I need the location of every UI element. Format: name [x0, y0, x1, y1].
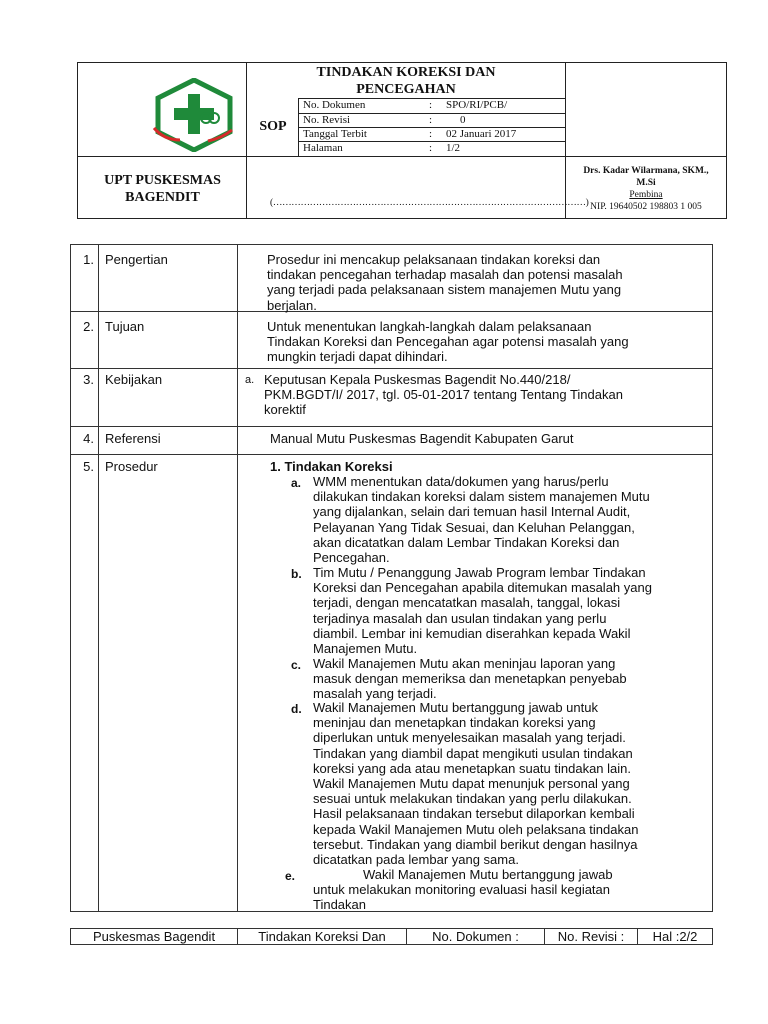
- meta-key: Tanggal Terbit: [303, 128, 367, 140]
- text-line: terjadinya masalah dan usulan tindakan yang perlu: [313, 610, 607, 626]
- meta-row-revision: [303, 113, 563, 128]
- org-line: UPT PUSKESMAS: [104, 173, 221, 188]
- procedure-item-a: [313, 474, 704, 565]
- meta-value: SPO/RI/PCB/: [446, 99, 508, 111]
- text-line: tersebut. Tindakan yang diambil berikut dengan hasilnya: [313, 836, 638, 852]
- text-line: meninjau dan menetapkan tindakan koreksi yang: [313, 715, 596, 731]
- text-line: Keputusan Kepala Puskesmas Bagendit No.440/218/: [264, 372, 571, 387]
- meta-value: 02 Januari 2017: [446, 128, 517, 140]
- text-line: dicatatkan pada lembar yang sama.: [313, 852, 519, 868]
- row-number: 4.: [83, 431, 94, 446]
- policy-marker: a.: [245, 374, 255, 386]
- row-number: 3.: [83, 372, 94, 387]
- table-row-line: [71, 454, 712, 455]
- title-line: TINDAKAN KOREKSI DAN: [316, 65, 496, 80]
- sop-label: SOP: [259, 119, 287, 134]
- org-line: BAGENDIT: [125, 190, 200, 205]
- row-number: 5.: [83, 459, 94, 474]
- signer-name: Drs. Kadar Wilarmana, SKM.,: [583, 166, 709, 176]
- text-line: Hasil pelaksanaan tindakan tersebut dilaporkan kembali: [313, 806, 635, 822]
- text-line: mungkin terjadi dapat dihindari.: [267, 349, 448, 365]
- row-label: Tujuan: [105, 319, 145, 334]
- procedure-item-e: [313, 867, 704, 913]
- item-marker: a.: [291, 476, 302, 490]
- row-label: Kebijakan: [105, 372, 163, 387]
- item-marker: e.: [285, 869, 296, 883]
- text-line: diambil. Lembar ini kemudian diserahkan kepada Wakil: [313, 625, 631, 641]
- text-line: yang dijalankan, selain dari temuan hasil Internal Audit,: [313, 504, 631, 520]
- meta-row-issue-date: [303, 127, 563, 142]
- text-line: Tindakan Koreksi dan Pencegahan agar potensi masalah yang: [267, 334, 629, 350]
- header-divider: [246, 63, 247, 218]
- text-line: masalah yang terjadi.: [313, 686, 437, 702]
- text-line: Pelayanan Yang Tidak Sesuai, dan Keluhan Pelanggan,: [313, 519, 635, 535]
- signer-rank: Pembina: [629, 190, 663, 200]
- meta-row-page: [303, 141, 563, 156]
- meta-value: 1/2: [446, 142, 461, 154]
- text-line: Wakil Manajemen Mutu bertanggung jawab: [363, 867, 613, 882]
- text-line: Koreksi dan Pencegahan apabila ditemukan masalah yang: [313, 580, 652, 596]
- table-row-line: [71, 426, 712, 427]
- organization-name: [80, 172, 245, 206]
- procedure-item-c: [313, 656, 704, 702]
- text-line: terjadi, dengan mencatatkan masalah, tanggal, lokasi: [313, 595, 621, 611]
- procedure-heading: 1. Tindakan Koreksi: [270, 459, 393, 474]
- text-line: PKM.BGDT/I/ 2017, tgl. 05-01-2017 tentang Tentang Tindakan: [264, 387, 623, 403]
- meta-sep: :: [429, 114, 433, 126]
- signer-block: [566, 165, 726, 213]
- item-marker: b.: [291, 567, 302, 581]
- item-marker: c.: [291, 658, 302, 672]
- footer-revision: No. Revisi :: [557, 929, 625, 944]
- text-line: diperlukan untuk menyelesaikan masalah yang terjadi.: [313, 730, 626, 746]
- table-row-line: [71, 368, 712, 369]
- text-line: koreksi yang ada atau menetapkan suatu tindakan lain.: [313, 760, 631, 776]
- signer-nip: NIP. 19640502 198803 1 005: [590, 202, 702, 212]
- text-line: Pencegahan.: [313, 550, 390, 566]
- text-line: korektif: [264, 402, 306, 418]
- row-label: Referensi: [105, 431, 161, 446]
- meta-key: No. Revisi: [303, 114, 351, 126]
- text-line: Wakil Manajemen Mutu bertanggung jawab untuk: [313, 700, 598, 715]
- row-number: 2.: [83, 319, 94, 334]
- purpose-text: [267, 319, 704, 365]
- row-label: Pengertian: [105, 252, 168, 267]
- footer-title: Tindakan Koreksi Dan: [258, 929, 386, 944]
- title-line: PENCEGAHAN: [356, 82, 456, 97]
- reference-text: Manual Mutu Puskesmas Bagendit Kabupaten Garut: [270, 431, 574, 446]
- footer-page: Hal :2/2: [652, 929, 698, 944]
- row-label: Prosedur: [105, 459, 158, 474]
- table-column-line: [237, 245, 238, 911]
- policy-text: [264, 372, 704, 418]
- meta-key: No. Dokumen: [303, 99, 366, 111]
- text-line: berjalan.: [267, 297, 317, 313]
- signer-degree: M.Si: [636, 178, 656, 188]
- table-column-line: [98, 245, 99, 911]
- text-line: masuk dengan memeriksa dan menetapkan penyebab: [313, 671, 627, 687]
- definition-text: [267, 252, 704, 313]
- text-line: sesuai untuk melakukan tindakan yang perlu dilakukan.: [313, 791, 632, 807]
- text-line: Wakil Manajemen Mutu dapat menunjuk personal yang: [313, 776, 630, 792]
- puskesmas-logo: [150, 78, 238, 152]
- text-line: Wakil Manajemen Mutu akan meninjau laporan yang: [313, 656, 616, 671]
- text-line: Tim Mutu / Penanggung Jawab Program lembar Tindakan: [313, 565, 646, 580]
- text-line: dilakukan tindakan koreksi dalam sistem manajemen Mutu: [313, 489, 650, 505]
- signature-placeholder: (…………………………………………………………………………………………): [270, 198, 589, 208]
- text-line: kepada Wakil Manajemen Mutu oleh pelaksana tindakan: [313, 821, 639, 837]
- document-footer: [70, 928, 713, 945]
- procedure-item-d: [313, 700, 704, 867]
- row-number: 1.: [83, 252, 94, 267]
- meta-sep: :: [429, 99, 433, 111]
- meta-value: 0: [460, 114, 466, 126]
- footer-doc-number: No. Dokumen :: [432, 929, 519, 944]
- text-line: untuk melakukan monitoring evaluasi hasil kegiatan: [313, 882, 611, 898]
- text-line: yang terjadi pada pelaksanaan sistem manajemen Mutu yang: [267, 282, 622, 298]
- meta-sep: :: [429, 142, 433, 154]
- footer-organization: Puskesmas Bagendit: [92, 929, 216, 944]
- text-line: Tindakan: [313, 897, 366, 913]
- text-line: Untuk menentukan langkah-langkah dalam pelaksanaan: [267, 319, 592, 334]
- meta-sep: :: [429, 128, 433, 140]
- text-line: Manajemen Mutu.: [313, 641, 418, 657]
- text-line: WMM menentukan data/dokumen yang harus/perlu: [313, 474, 609, 489]
- meta-key: Halaman: [303, 142, 343, 154]
- document-title: [250, 64, 562, 98]
- meta-row-doc-number: [303, 98, 563, 113]
- text-line: Tindakan yang diambil dapat mengikuti usulan tindakan: [313, 745, 633, 761]
- procedure-item-b: [313, 565, 704, 656]
- text-line: Prosedur ini mencakup pelaksanaan tindakan koreksi dan: [267, 252, 601, 267]
- text-line: akan dicatatkan dalam Lembar Tindakan Koreksi dan: [313, 534, 620, 550]
- text-line: tindakan pencegahan terhadap masalah dan potensi masalah: [267, 267, 623, 283]
- item-marker: d.: [291, 702, 302, 716]
